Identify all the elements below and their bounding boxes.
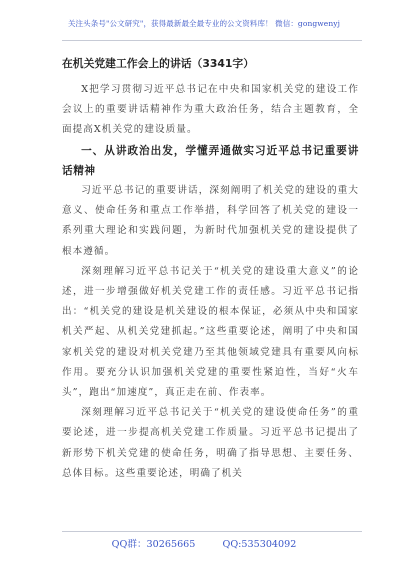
promo-banner-top: 关注头条号"公文研究"，获得最新最全最专业的公文资料库！ 微信：gongwenyj: [67, 19, 341, 28]
document-body: [62, 80, 359, 484]
document-title: 在机关党建工作会上的讲话（3341字）: [62, 57, 255, 70]
qq-group-number: QQ群：30265665: [111, 539, 196, 550]
body-paragraph-2: 深刻理解习近平总书记关于“机关党的建设重大意义”的论述，进一步增强做好机关党建工作的责任感。习近平总书记指出：“机关党的建设是机关建设的根本保证，必须从中央和国家机关严起、从机关党建抓起。”这些重要论述，阐明了中央和国家机关党的建设对机关党建乃至其他领域党建具有重要风向标作用。要充分认识加强机关党建的重要性紧迫性，当好“火车头”，跑出“加速度”，真正走在前、作表率。: [62, 265, 359, 399]
body-paragraph-1: 习近平总书记的重要讲话，深刻阐明了机关党的建设的重大意义、使命任务和重点工作举措，科学回答了机关党的建设一系列重大理论和实践问题，为新时代加强机关党的建设提供了根本遵循。: [62, 185, 359, 257]
footer-divider: [62, 531, 362, 532]
section-heading-1: 一、从讲政治出发，学懂弄通做实习近平总书记重要讲话精神: [62, 144, 359, 177]
intro-paragraph: X把学习贯彻习近平总书记在中央和国家机关党的建设工作会议上的重要讲话精神作为重大政治任务，结合主题教育，全面提高X机关党的建设质量。: [62, 84, 359, 136]
body-paragraph-3: 深刻理解习近平总书记关于“机关党的建设使命任务”的重要论述，进一步提高机关党建工作质量。习近平总书记提出了新形势下机关党建的使命任务，明确了指导思想、主要任务、总体目标。这些重要论述，明确了机关: [62, 407, 359, 479]
header-divider: [62, 40, 362, 41]
qq-number: QQ:535304092: [222, 539, 297, 550]
contact-footer: [0, 536, 408, 550]
